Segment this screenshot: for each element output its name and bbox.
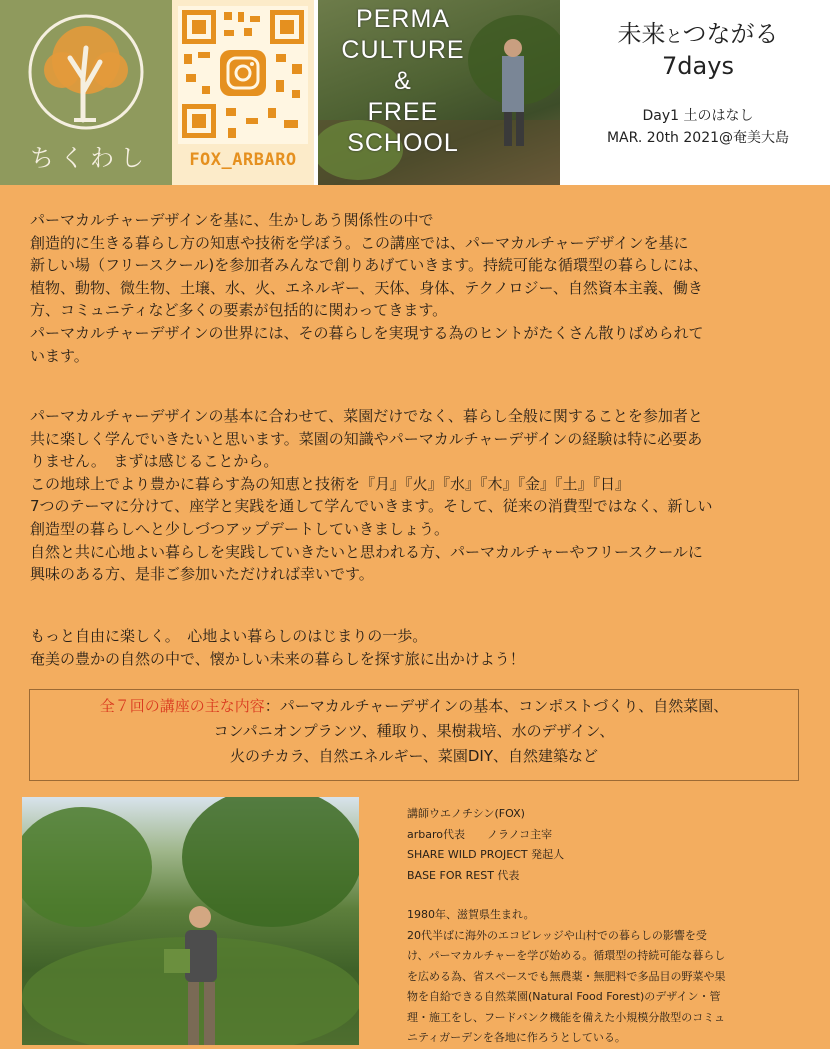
text-line: この地球上でより豊かに暮らす為の知恵と技術を『月』『火』『水』『木』『金』『土』『日』 [30,474,631,493]
photo-title-line: PERMA [356,5,450,33]
intro-paragraph-1 [30,209,810,367]
instructor-role-line: 講師ウエノチシン(FOX) [407,807,525,820]
text-line: います。 [30,346,89,365]
course-contents-label: 全７回の講座の主な内容 [99,697,265,715]
text-line: 自然と共に心地よい暮らしを実践していきたいと思われる方、パーマカルチャーやフリースクールに [30,542,703,561]
course-contents-box [29,689,799,781]
photo-title [318,4,488,159]
instructor-bio-line: 理・施工をし、フードバンク機能を備えた小規模分散型のコミュ [407,1010,726,1024]
instructor-bio-line: 1980年、滋賀県生まれ。 [407,908,535,921]
instructor-bio-line: け、パーマカルチャーを学び始める。循環型の持続可能な暮らし [407,949,726,962]
text-line: 新しい場（フリースクール)を参加者みんなで創りあげていきます。持続可能な循環型の暮らしには、 [30,256,709,275]
text-line: 植物、動物、微生物、土壌、水、火、エネルギー、天体、身体、テクノロジー、自然資本主義、働き [30,278,703,297]
text-line: 興味のある方、是非ご参加いただければ幸いです。 [30,565,374,584]
text-line: 奄美の豊かの自然の中で、懐かしい未来の暮らしを探す旅に出かけよう！ [30,649,525,668]
text-line: りません。 まずは感じることから。 [30,452,279,471]
garden-photo [318,0,560,185]
text-line: 方、コミュニティなど多くの要素が包括的に関わってきます。 [30,301,448,320]
text-line: パーマカルチャーデザインの基本に合わせて、菜園だけでなく、暮らし全般に関することを参加者と [30,407,703,425]
forest-person-icon [22,797,359,1045]
text-line: 7つのテーマに分けて、座学と実践を通して学んでいきます。そして、従来の消費型ではなく、新しい [30,497,713,516]
text-line: 創造型の暮らしへと少しづつアップデートしていきましょう。 [30,519,449,538]
main-title-part: と [665,27,683,47]
main-subtitle: 7days [662,52,734,80]
instructor-photo [22,797,359,1045]
photo-title-line: FREE [367,98,439,126]
header-band [0,0,830,185]
text-line: もっと自由に楽しく。 心地よい暮らしのはじまりの一歩。 [30,627,428,645]
instructor-bio-line: 20代半ばに海外のエコビレッジや山村での暮らしの影響を受 [407,928,707,942]
instructor-role-line: arbaro代表 ノラノコ主宰 [407,827,553,841]
logo-text: ちくわし [30,144,150,172]
instructor-roles [407,804,807,886]
date-label: MAR. 20th 2021@奄美大島 [606,130,790,146]
logo-panel [0,0,172,185]
text-line: 創造的に生きる暮らし方の知恵や技術を学ぼう。この講座では、パーマカルチャーデザインを基に [30,233,689,252]
title-panel [566,0,830,185]
course-contents-line: 火のチカラ、自然エネルギー、菜園DIY、自然建築など [229,747,599,765]
course-contents-line [30,694,798,719]
day-label: Day1 土のはなし [642,108,754,124]
course-contents-text: ：パーマカルチャーデザインの基本、コンポストづくり、自然菜園、 [264,697,729,715]
qr-label: FOX_ARBARO [189,150,297,170]
instructor-role-line: SHARE WILD PROJECT 発起人 [407,848,565,861]
instructor-role-line: BASE FOR REST 代表 [407,868,520,882]
intro-paragraph-3 [30,625,810,670]
main-title-part: 未来 [617,20,666,48]
main-title [566,14,830,49]
main-title-part: つながる [682,20,779,48]
intro-paragraph-2 [30,405,810,586]
text-line: パーマカルチャーデザインの世界には、その暮らしを実現する為のヒントがたくさん散りばめられて [30,323,704,342]
tree-logo-icon [0,0,172,140]
course-contents-line: コンパニオンプランツ、種取り、果樹栽培、水のデザイン、 [213,722,615,740]
photo-title-line: CULTURE [341,36,465,64]
instructor-bio [407,905,807,1049]
photo-title-line: & [394,67,412,95]
qr-code-icon [172,0,314,150]
instructor-bio-line: 物を自給できる自然菜園(Natural Food Forest)のデザイン・管 [407,990,721,1003]
instructor-bio-line: を広める為、省スペースでも無農薬・無肥料で多品目の野菜や果 [407,969,726,983]
photo-title-line: SCHOOL [347,129,459,157]
text-line: 共に楽しく学んでいきたいと思います。菜園の知識やパーマカルチャーデザインの経験は特に必要あ [30,429,703,448]
text-line: パーマカルチャーデザインを基に、生かしあう関係性の中で [30,211,434,229]
instructor-bio-line: ニティガーデンを各地に作ろうとしている。 [407,1031,626,1044]
instagram-qr-panel[interactable] [172,0,314,185]
